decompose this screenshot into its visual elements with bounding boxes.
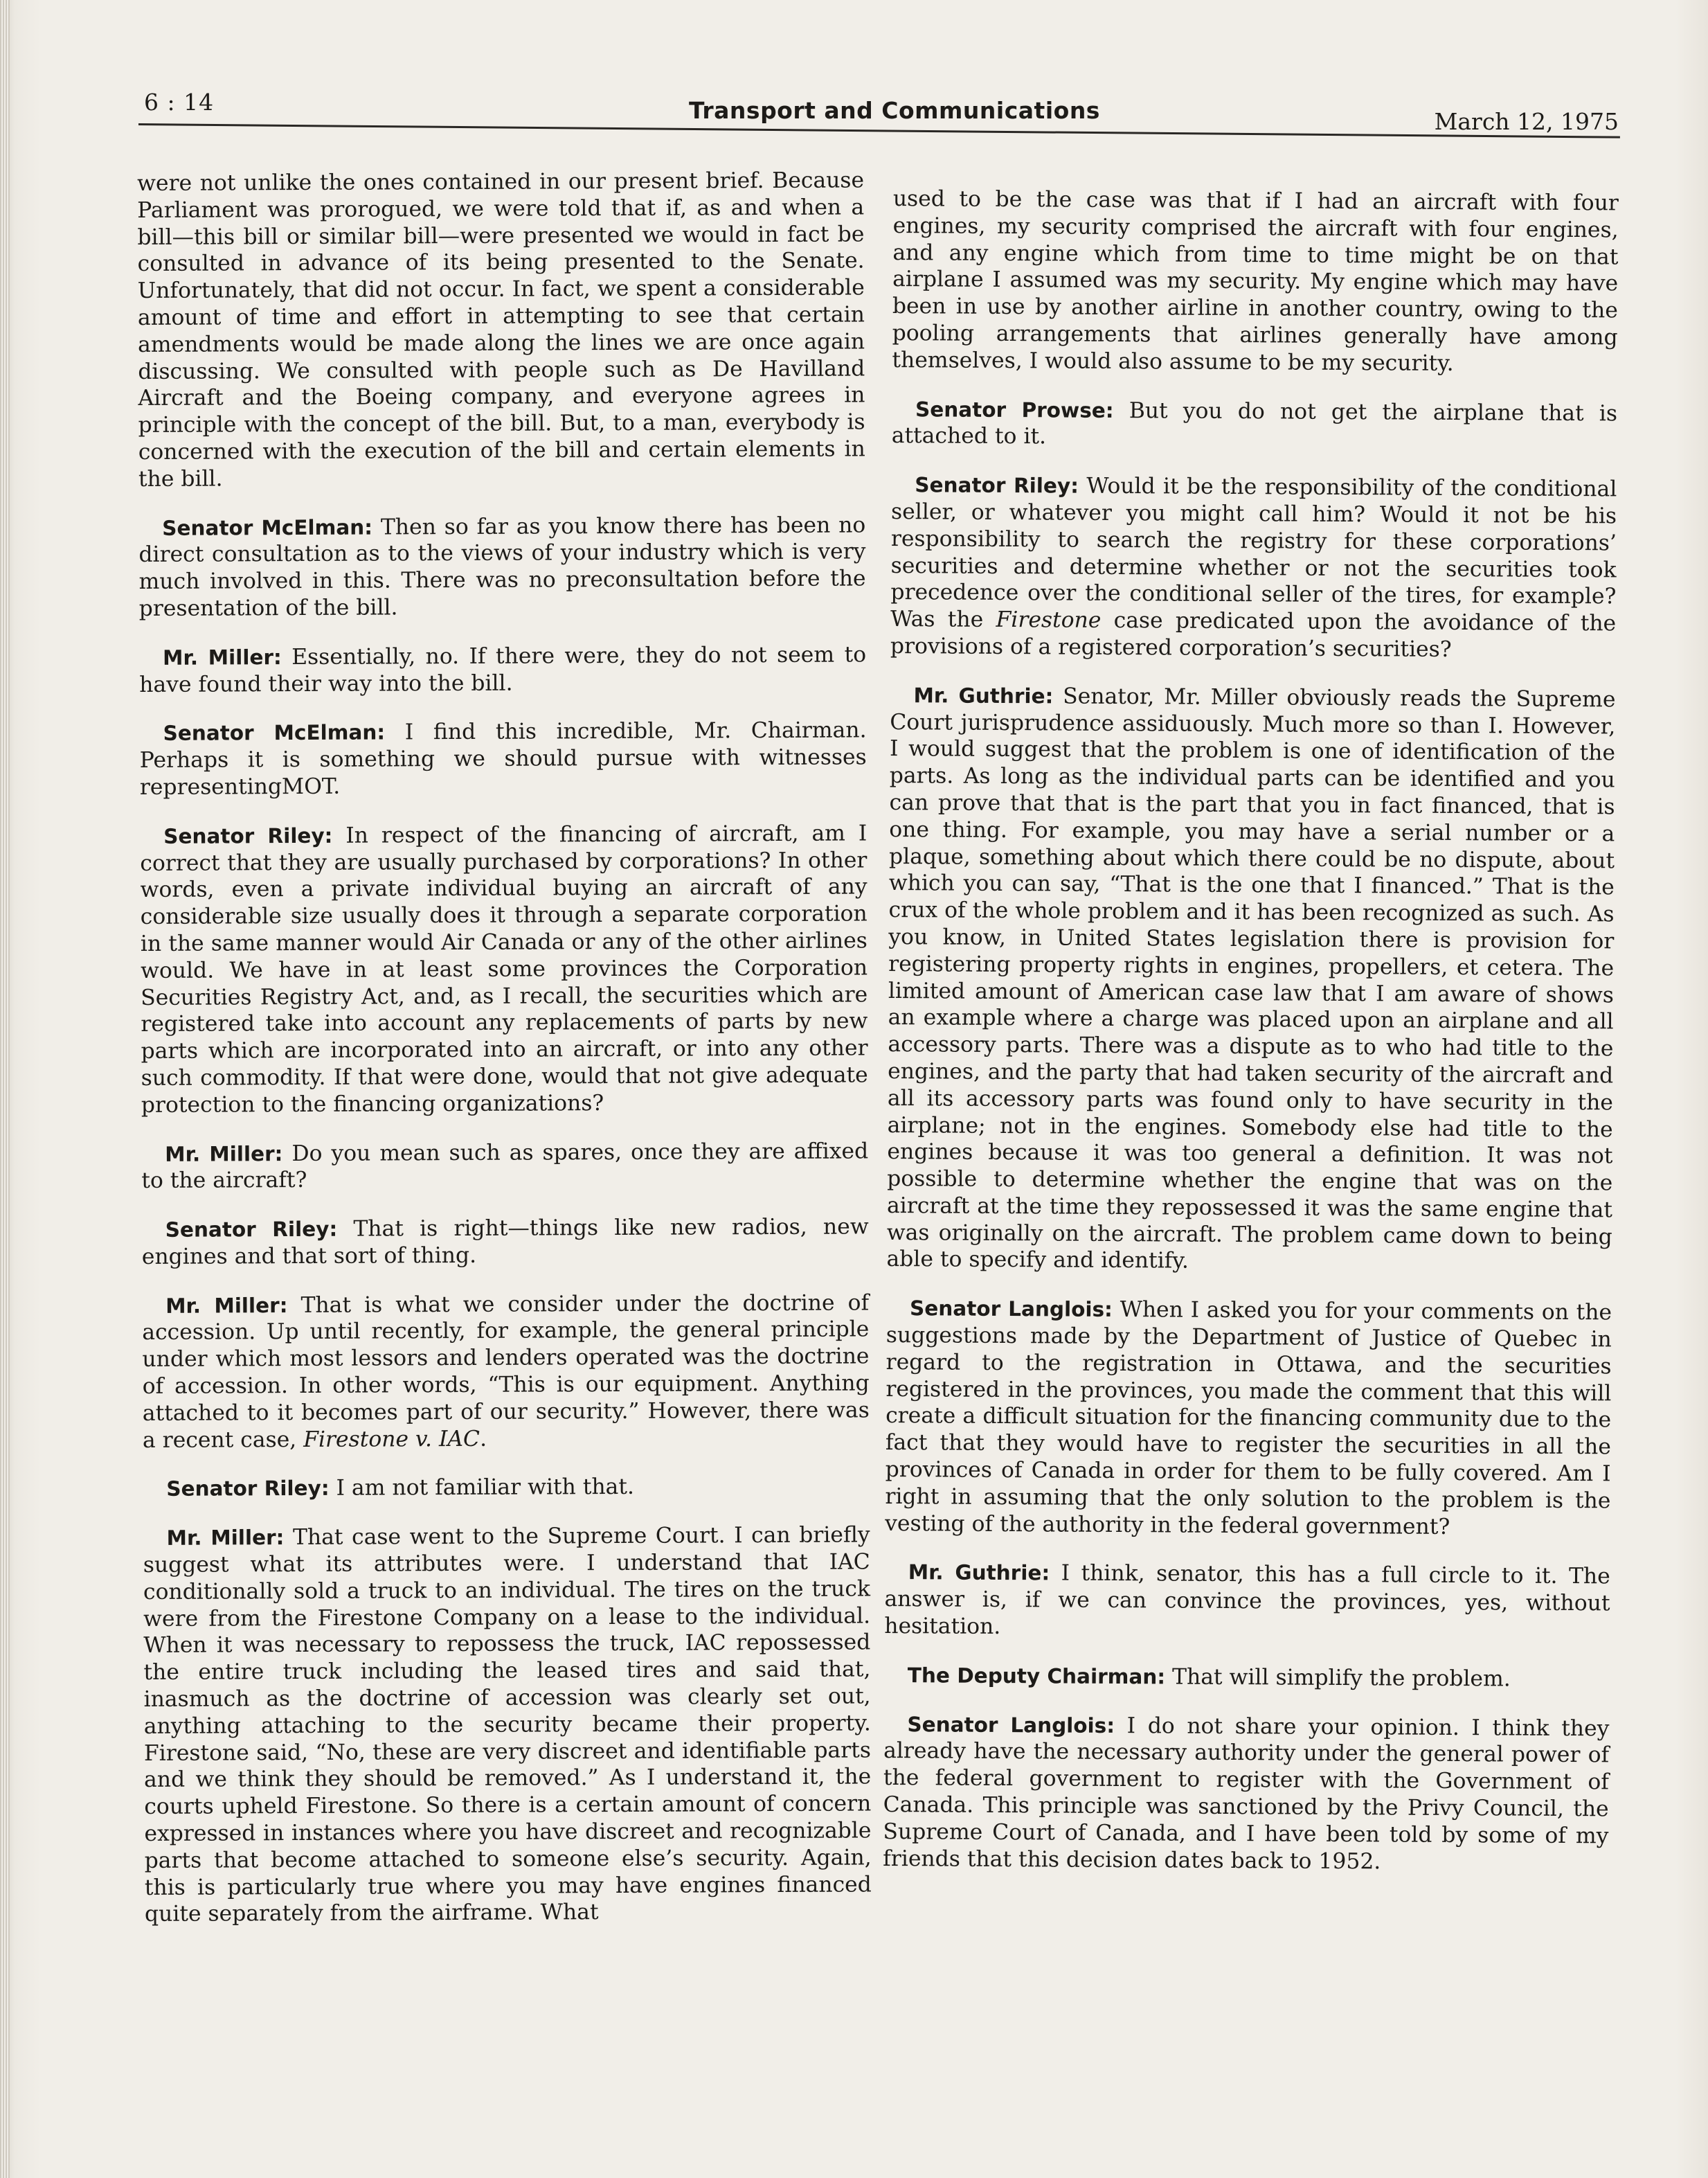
paragraph — [886, 682, 1615, 1278]
paragraph-text: I find this incredible, Mr. Chairman. Perhaps it is something we should pursue with witnesses representingMOT. — [139, 717, 867, 800]
paragraph — [884, 1559, 1610, 1644]
paragraph-text-end: . — [479, 1426, 487, 1452]
left-column — [137, 167, 872, 1950]
speaker-name: Senator Prowse: — [915, 397, 1114, 422]
speaker-name: Mr. Miller: — [166, 1526, 285, 1551]
paragraph — [890, 472, 1617, 664]
paragraph-text: Essentially, no. If there were, they do not seem to have found their way into the bill. — [139, 642, 867, 697]
paragraph — [883, 1711, 1609, 1877]
paragraph — [139, 717, 866, 801]
speaker-name: Mr. Miller: — [165, 1141, 283, 1166]
paragraph-text: Would it be the responsibility of the conditional seller, or whatever you might call him? Would it not be his responsibility to search the registry for these corporations’ securities and determine whether or not the securities took precedence over the conditional seller of the tires, for example? Was the — [890, 473, 1617, 632]
paragraph-text: But you do not get the airplane that is attached to it. — [891, 398, 1618, 449]
header-date: March 12, 1975 — [1434, 108, 1619, 135]
case-name: Firestone v. IAC — [303, 1426, 480, 1452]
speaker-name: Senator Langlois: — [907, 1712, 1115, 1738]
speaker-name: Mr. Miller: — [162, 645, 282, 670]
paragraph — [142, 1213, 869, 1270]
paragraph-text-end: case predicated upon the avoidance of the provisions of a registered corporation’s securities? — [890, 608, 1617, 662]
paragraph — [137, 167, 865, 492]
paragraph-text: were not unlike the ones contained in our present brief. Because Parliament was prorogued, we were told that if, as and when a bill—this bill or similar bill—were presented we would in fact be consulted in advance of its being presented to the Senate. Unfortunately, that did not occur. In fact, we spent a considerable amount of time and effort in attempting to see that certain amendments would be made along the lines we are once again discussing. We consulted with people such as De Havilland Aircraft and the Boeing company, and everyone agrees in principle with the concept of the bill. But, to a man, everybody is concerned with the execution of the bill and certain elements in the bill. — [137, 168, 865, 492]
paragraph-text: used to be the case was that if I had an aircraft with four engines, my security comprised the aircraft with four engines, and any engine which from time to time might be on that airplane I assumed was my security. My engine which may have been in use by another airline in another country, owing to the pooling arrangements that airlines generally have among themselves, I would also assume to be my security. — [892, 186, 1619, 376]
speaker-name: Senator Riley: — [166, 1476, 330, 1501]
speaker-name: Mr. Miller: — [165, 1293, 288, 1318]
paragraph-text: Then so far as you know there has been no direct consultation as to the views of your industry which is very much involved in this. There was no preconsultation before the presentation of the bill. — [138, 512, 866, 621]
paragraph — [142, 1289, 870, 1454]
paragraph-text: That case went to the Supreme Court. I can briefly suggest what its attributes were. I understand that IAC conditionally sold a truck to an individual. The tires on the truck were from the Firestone Company on a lease to the individual. When it was necessary to repossess the truck, IAC repossessed the entire truck including the leased tires and said that, inasmuch as the doctrine of accession was clearly set out, anything attaching to the security became their property. Firestone said, “No, these are very discreet and identifiable parts and we think they should be removed.” As I understand it, the courts upheld Firestone. So there is a certain amount of concern expressed in instances where you have discreet and recognizable parts that become attached to someone else’s security. Again, this is particularly true where you may have engines financed quite separately from the airframe. What — [143, 1522, 872, 1927]
paragraph — [143, 1473, 870, 1503]
speaker-name: The Deputy Chairman: — [907, 1663, 1166, 1689]
paragraph-text: When I asked you for your comments on the suggestions made by the Department of Justice of Quebec in regard to the registration in Ottawa, and the securities registered in the provinces, you made the comment that this will create a difficult situation for the financing community due to the fact that they would have to register the securities in all the provinces of Canada in order for them to be fully covered. Am I right in assuming that the only solution to the problem is the vesting of the authority in the federal government? — [885, 1297, 1612, 1539]
running-title: Transport and Communications — [689, 97, 1100, 124]
paragraph-text: I am not familiar with that. — [336, 1474, 635, 1501]
paragraph-text: Senator, Mr. Miller obviously reads the Supreme Court jurisprudence assiduously. Much more so than I. However, I would suggest that the problem is one of identification of the parts. As long as the individual parts can be identified and you can prove that that is the part that you in fact financed, that is one thing. For example, you may have a serial number or a plaque, something about which there could be no dispute, about which you can say, “That is the one that I financed.” That is the crux of the whole problem and it has been recognized as such. As you know, in United States legislation there is provision for registering property rights in engines, propellers, et cetera. The limited amount of American case law that I am aware of shows an example where a charge was placed upon an airplane and all accessory parts. There was a dispute as to who had title to the engines, and the party that had taken security of the aircraft and all its accessory parts was found only to have security in the airplane; not in the engines. Somebody else had title to the engines because it was too general a definition. It was not possible to determine whether the engine that was on the aircraft at the time they repossessed it was the same engine that was originally on the aircraft. The problem came down to being able to specify and identify. — [886, 684, 1616, 1274]
speaker-name: Senator Riley: — [165, 1217, 338, 1242]
page-number: 6 : 14 — [144, 89, 215, 116]
paragraph-text: I think, senator, this has a full circle to it. The answer is, if we can convince the provinces, yes, without hesitation. — [884, 1560, 1610, 1640]
paragraph-text: In respect of the financing of aircraft, am I correct that they are usually purchased by corporations? In other words, even a private individual buying an aircraft of any considerable size usually does it through a separate corporation in the same manner would Air Canada or any of the other airlines would. We have in at least some provinces the Corporation Securities Registry Act, and, as I recall, the securities which are registered take into account any replacements of parts by new parts which are incorporated into an aircraft, or into any other such commodity. If that were done, would that not give adequate protection to the financing organizations? — [140, 821, 868, 1118]
paragraph-text: That is right—things like new radios, new engines and that sort of thing. — [141, 1214, 869, 1269]
paragraph — [892, 186, 1619, 378]
page-header — [138, 87, 1619, 136]
paragraph-text: That is what we consider under the doctrine of accession. Up until recently, for example, the general principle under which most lessors and lenders operated was the doctrine of accession. In other words, “This is our equipment. Anything attached to it becomes part of our security.” However, there was a recent case, — [142, 1290, 870, 1453]
speaker-name: Senator McElman: — [162, 515, 373, 540]
speaker-name: Mr. Guthrie: — [913, 683, 1054, 708]
paragraph — [885, 1295, 1612, 1542]
paragraph — [141, 1138, 868, 1195]
paragraph — [143, 1522, 872, 1929]
speaker-name: Senator Riley: — [163, 823, 333, 848]
paragraph — [892, 396, 1617, 454]
paragraph-text: I do not share your opinion. I think they already have the necessary authority under the general power of the federal government to register with the Government of Canada. This principle was sanctioned by the Privy Council, the Supreme Court of Canada, and I have been told by some of my friends that this decision dates back to 1952. — [883, 1713, 1610, 1874]
paragraph-text: That will simplify the problem. — [1172, 1664, 1511, 1692]
paragraph — [884, 1662, 1610, 1693]
right-column — [883, 186, 1619, 1899]
case-name: Firestone — [996, 607, 1102, 634]
speaker-name: Senator Riley: — [915, 473, 1079, 498]
speaker-name: Senator McElman: — [163, 720, 386, 746]
page-edge — [0, 0, 10, 2178]
paragraph-text: Do you mean such as spares, once they are affixed to the aircraft? — [141, 1138, 869, 1194]
paragraph — [138, 512, 866, 623]
paragraph — [139, 641, 866, 698]
speaker-name: Mr. Guthrie: — [908, 1560, 1050, 1585]
speaker-name: Senator Langlois: — [909, 1296, 1113, 1322]
paragraph — [140, 820, 868, 1118]
